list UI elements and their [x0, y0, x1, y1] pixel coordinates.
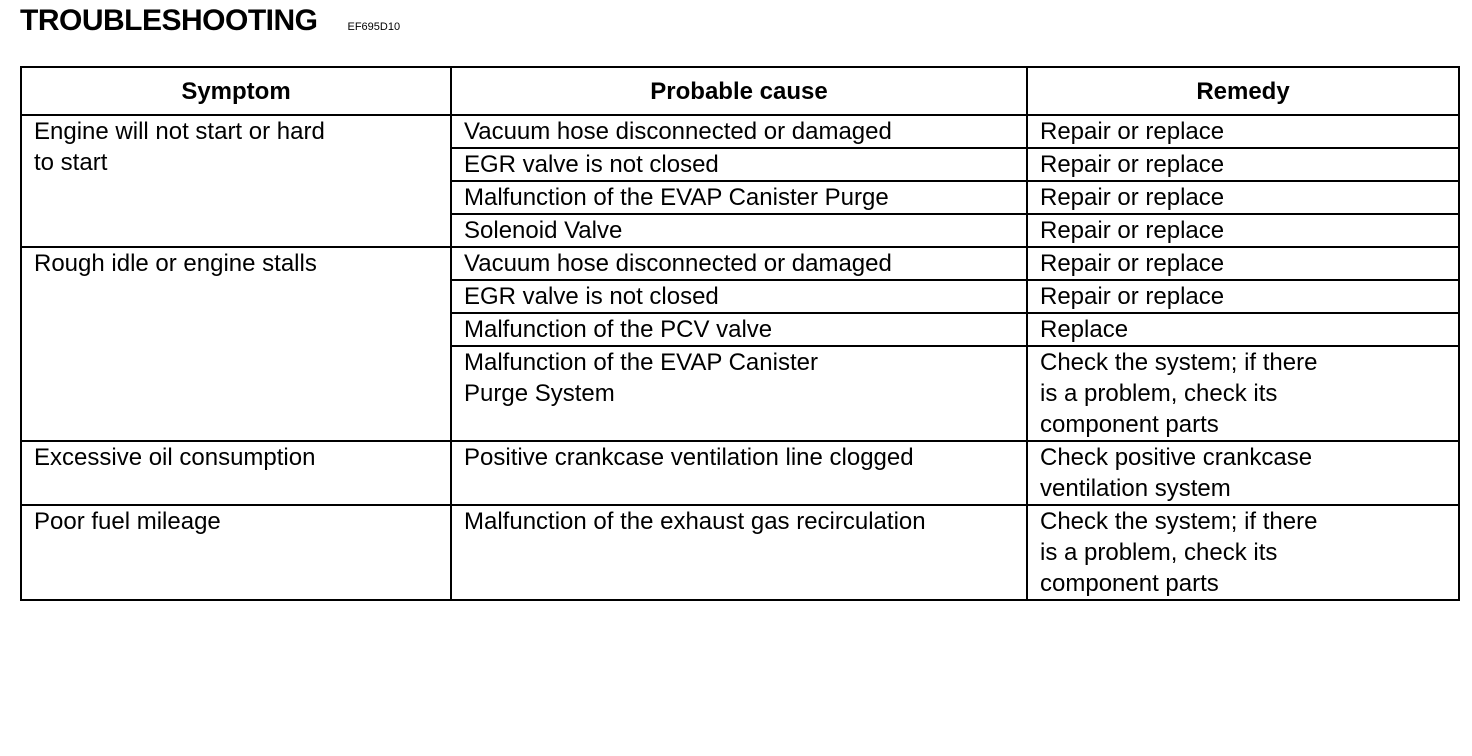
- cause-cell: Vacuum hose disconnected or damaged: [451, 247, 1027, 280]
- remedy-cell: Check the system; if there is a problem, check its component parts: [1027, 505, 1459, 600]
- table-row: [21, 115, 1459, 148]
- symptom-cell: Engine will not start or hard to start: [21, 115, 451, 247]
- document-code: EF695D10: [347, 21, 401, 33]
- remedy-cell: Check positive crankcase ventilation system: [1027, 441, 1459, 505]
- symptom-cell: Excessive oil consumption: [21, 441, 451, 505]
- column-header-remedy: Remedy: [1027, 67, 1459, 115]
- symptom-cell: Poor fuel mileage: [21, 505, 451, 600]
- column-header-symptom: Symptom: [21, 67, 451, 115]
- remedy-cell: Repair or replace: [1027, 247, 1459, 280]
- remedy-cell: Check the system; if there is a problem, check its component parts: [1027, 346, 1459, 441]
- cause-cell: EGR valve is not closed: [451, 148, 1027, 181]
- title-row: [20, 4, 400, 48]
- cause-cell: Positive crankcase ventilation line clogged: [451, 441, 1027, 505]
- troubleshooting-table: [20, 66, 1460, 601]
- cause-cell: EGR valve is not closed: [451, 280, 1027, 313]
- cause-cell: Vacuum hose disconnected or damaged: [451, 115, 1027, 148]
- cause-cell: Malfunction of the exhaust gas recirculation: [451, 505, 1027, 600]
- remedy-cell: Repair or replace: [1027, 148, 1459, 181]
- remedy-cell: Repair or replace: [1027, 214, 1459, 247]
- remedy-cell: Replace: [1027, 313, 1459, 346]
- cause-cell: Malfunction of the PCV valve: [451, 313, 1027, 346]
- table-row: [21, 505, 1459, 600]
- table-row: [21, 247, 1459, 280]
- cause-cell: Malfunction of the EVAP Canister Purge System: [451, 346, 1027, 441]
- cause-cell: Malfunction of the EVAP Canister Purge: [451, 181, 1027, 214]
- symptom-cell: Rough idle or engine stalls: [21, 247, 451, 441]
- remedy-cell: Repair or replace: [1027, 280, 1459, 313]
- cause-cell: Solenoid Valve: [451, 214, 1027, 247]
- table-row: [21, 441, 1459, 505]
- remedy-cell: Repair or replace: [1027, 181, 1459, 214]
- page-title: TROUBLESHOOTING: [20, 4, 318, 37]
- column-header-probable-cause: Probable cause: [451, 67, 1027, 115]
- table-header-row: [21, 67, 1459, 115]
- remedy-cell: Repair or replace: [1027, 115, 1459, 148]
